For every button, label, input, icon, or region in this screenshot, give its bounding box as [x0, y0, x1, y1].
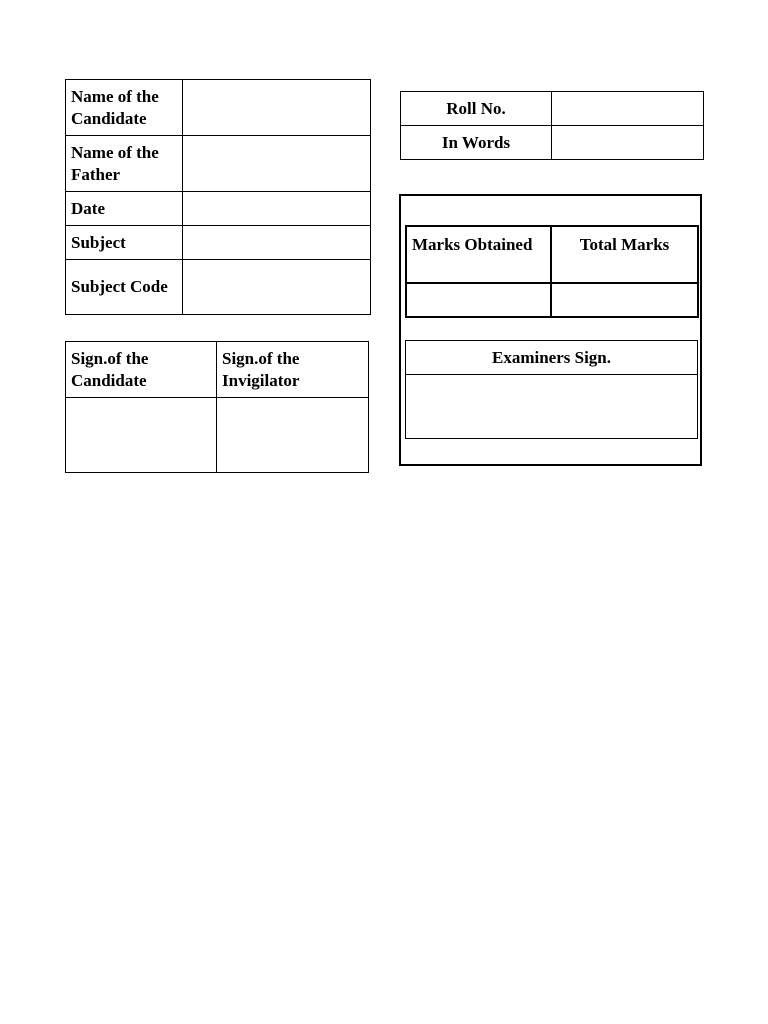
father-name-field[interactable] — [183, 136, 371, 192]
invigilator-sign-label: Sign.of the Invigilator — [217, 342, 369, 398]
candidate-name-label: Name of the Candidate — [66, 80, 183, 136]
subject-field[interactable] — [183, 226, 371, 260]
marks-obtained-field[interactable] — [406, 283, 551, 317]
marks-table — [405, 225, 699, 318]
candidate-name-field[interactable] — [183, 80, 371, 136]
subject-code-field[interactable] — [183, 260, 371, 315]
marks-panel — [399, 194, 702, 466]
invigilator-sign-field[interactable] — [217, 398, 369, 473]
examiner-sign-field[interactable] — [406, 375, 698, 439]
candidate-info-table — [65, 79, 371, 315]
examiner-sign-label: Examiners Sign. — [406, 341, 698, 375]
father-name-label: Name of the Father — [66, 136, 183, 192]
total-marks-label: Total Marks — [551, 226, 698, 283]
marks-obtained-label: Marks Obtained — [406, 226, 551, 283]
roll-no-label: Roll No. — [401, 92, 552, 126]
examiner-table — [405, 340, 698, 439]
subject-code-label: Subject Code — [66, 260, 183, 315]
signature-table — [65, 341, 369, 473]
roll-number-table — [400, 91, 704, 160]
subject-label: Subject — [66, 226, 183, 260]
in-words-label: In Words — [401, 126, 552, 160]
candidate-sign-field[interactable] — [66, 398, 217, 473]
date-label: Date — [66, 192, 183, 226]
roll-no-field[interactable] — [552, 92, 704, 126]
date-field[interactable] — [183, 192, 371, 226]
in-words-field[interactable] — [552, 126, 704, 160]
candidate-sign-label: Sign.of the Candidate — [66, 342, 217, 398]
total-marks-field[interactable] — [551, 283, 698, 317]
